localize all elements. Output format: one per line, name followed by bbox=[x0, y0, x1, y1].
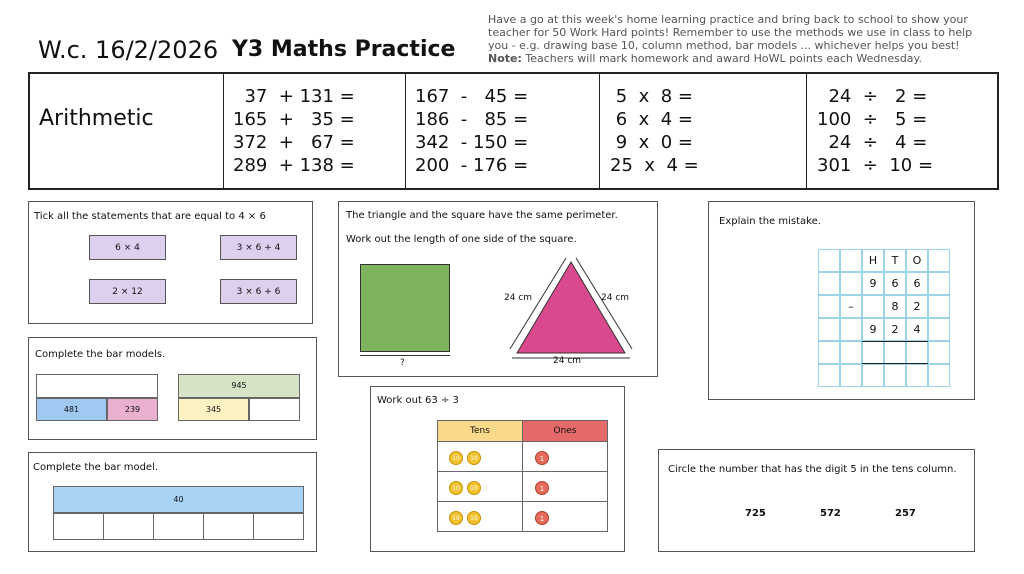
week-commencing: W.c. 16/2/2026 bbox=[38, 36, 219, 64]
square-shape bbox=[360, 264, 450, 352]
note-label: Note: bbox=[488, 52, 522, 65]
grid-cell bbox=[928, 341, 950, 364]
division-card bbox=[370, 386, 625, 552]
question-prompt: Complete the bar model. bbox=[33, 462, 159, 473]
place-value-grid bbox=[818, 249, 950, 387]
grid-cell bbox=[884, 364, 906, 387]
number-option[interactable]: 257 bbox=[895, 508, 916, 519]
number-option[interactable]: 572 bbox=[820, 508, 841, 519]
tens-header: Tens bbox=[437, 420, 523, 442]
question-prompt: Complete the bar models. bbox=[35, 349, 166, 360]
statement-option[interactable]: 2 × 12 bbox=[89, 279, 166, 304]
explain-mistake-card bbox=[708, 201, 975, 400]
grid-cell: 2 bbox=[906, 295, 928, 318]
sum-line: 37 + 131 = bbox=[233, 86, 355, 107]
sum-line: 9 x 0 = bbox=[610, 132, 693, 153]
grid-cell bbox=[928, 249, 950, 272]
grid-cell bbox=[928, 295, 950, 318]
bar-part-blank[interactable] bbox=[103, 513, 154, 540]
sum-line: 25 x 4 = bbox=[610, 155, 699, 176]
question-line: Work out the length of one side of the square. bbox=[346, 234, 577, 245]
bar-part: 481 bbox=[36, 398, 107, 421]
grid-cell bbox=[906, 341, 928, 364]
bar-model-card bbox=[28, 452, 317, 552]
grid-cell bbox=[818, 318, 840, 341]
bar-part-blank[interactable] bbox=[249, 398, 300, 421]
bar-total: 945 bbox=[178, 374, 300, 398]
sum-line: 24 ÷ 4 = bbox=[817, 132, 928, 153]
ten-coin: 10 bbox=[467, 481, 481, 495]
sum-line: 186 - 85 = bbox=[415, 109, 529, 130]
bar-total-blank[interactable] bbox=[36, 374, 158, 398]
triangle-side-label: 24 cm bbox=[504, 293, 533, 303]
sum-line: 5 x 8 = bbox=[610, 86, 693, 107]
answer-line-bottom bbox=[862, 363, 928, 364]
sum-line: 165 + 35 = bbox=[233, 109, 355, 130]
grid-cell bbox=[818, 272, 840, 295]
ones-header: Ones bbox=[522, 420, 608, 442]
triangle-side-label: 24 cm bbox=[601, 293, 630, 303]
grid-cell bbox=[884, 341, 906, 364]
grid-cell: H bbox=[862, 249, 884, 272]
question-prompt: Explain the mistake. bbox=[719, 216, 821, 227]
grid-cell: 4 bbox=[906, 318, 928, 341]
bar-part: 239 bbox=[107, 398, 158, 421]
note-line bbox=[488, 52, 1008, 65]
bar-total: 40 bbox=[53, 486, 304, 513]
grid-cell: 8 bbox=[884, 295, 906, 318]
grid-cell bbox=[818, 364, 840, 387]
bar-part-blank[interactable] bbox=[253, 513, 304, 540]
one-coin: 1 bbox=[535, 511, 549, 525]
triangle-polygon bbox=[517, 262, 625, 353]
one-coin: 1 bbox=[535, 451, 549, 465]
grid-cell bbox=[840, 249, 862, 272]
grid-cell: 9 bbox=[862, 272, 884, 295]
question-line: The triangle and the square have the same perimeter. bbox=[346, 210, 618, 221]
grid-cell: 9 bbox=[862, 318, 884, 341]
grid-cell bbox=[818, 341, 840, 364]
grid-cell: 6 bbox=[906, 272, 928, 295]
grid-cell bbox=[840, 341, 862, 364]
instructions-note bbox=[488, 13, 1008, 65]
sum-line: 24 ÷ 2 = bbox=[817, 86, 928, 107]
grid-cell: 6 bbox=[884, 272, 906, 295]
question-prompt: Circle the number that has the digit 5 in the tens column. bbox=[668, 464, 957, 475]
circle-number-card bbox=[658, 449, 975, 552]
bar-part-blank[interactable] bbox=[203, 513, 254, 540]
sum-line: 301 ÷ 10 = bbox=[817, 155, 934, 176]
ten-coin: 10 bbox=[449, 451, 463, 465]
note-text: Teachers will mark homework and award HoWL points each Wednesday. bbox=[521, 52, 922, 65]
statement-option[interactable]: 3 × 6 + 4 bbox=[220, 235, 297, 260]
ten-coin: 10 bbox=[467, 451, 481, 465]
number-option[interactable]: 725 bbox=[745, 508, 766, 519]
grid-cell: O bbox=[906, 249, 928, 272]
grid-cell bbox=[818, 249, 840, 272]
note-line: Have a go at this week's home learning practice and bring back to school to show your bbox=[488, 13, 968, 26]
grid-cell bbox=[840, 318, 862, 341]
sum-line: 342 - 150 = bbox=[415, 132, 529, 153]
sum-line: 289 + 138 = bbox=[233, 155, 355, 176]
grid-cell bbox=[928, 318, 950, 341]
grid-cell bbox=[840, 364, 862, 387]
multiplication-column bbox=[599, 74, 806, 188]
sum-line: 200 - 176 = bbox=[415, 155, 529, 176]
sum-line: 6 x 4 = bbox=[610, 109, 693, 130]
ten-coin: 10 bbox=[467, 511, 481, 525]
statement-option[interactable]: 3 × 6 + 6 bbox=[220, 279, 297, 304]
grid-cell bbox=[840, 272, 862, 295]
bar-part-blank[interactable] bbox=[53, 513, 104, 540]
grid-cell bbox=[862, 341, 884, 364]
grid-cell: T bbox=[884, 249, 906, 272]
tick-statements-card bbox=[28, 201, 313, 324]
arithmetic-label: Arithmetic bbox=[39, 106, 154, 131]
note-line: you - e.g. drawing base 10, column method, bar models ... whichever helps you best! bbox=[488, 39, 960, 52]
sum-line: 372 + 67 = bbox=[233, 132, 355, 153]
grid-cell bbox=[818, 295, 840, 318]
question-prompt: Work out 63 ÷ 3 bbox=[377, 395, 459, 406]
bar-part-blank[interactable] bbox=[153, 513, 204, 540]
question-prompt: Tick all the statements that are equal to 4 × 6 bbox=[34, 211, 266, 222]
grid-cell: – bbox=[840, 295, 862, 318]
bar-models-card bbox=[28, 337, 317, 440]
sum-line: 167 - 45 = bbox=[415, 86, 529, 107]
division-column bbox=[806, 74, 999, 188]
grid-cell: 2 bbox=[884, 318, 906, 341]
page-title: Y3 Maths Practice bbox=[232, 37, 456, 62]
grid-cell bbox=[928, 272, 950, 295]
triangle-shape bbox=[509, 256, 633, 366]
answer-line-top bbox=[862, 341, 928, 342]
square-measure-line bbox=[360, 355, 450, 356]
square-side-label: ? bbox=[400, 358, 405, 368]
grid-cell bbox=[862, 295, 884, 318]
arithmetic-table bbox=[28, 72, 999, 190]
ten-coin: 10 bbox=[449, 481, 463, 495]
note-line: teacher for 50 Work Hard points! Remember to use the methods we use in class to help bbox=[488, 26, 973, 39]
one-coin: 1 bbox=[535, 481, 549, 495]
statement-option[interactable]: 6 × 4 bbox=[89, 235, 166, 260]
grid-cell bbox=[928, 364, 950, 387]
grid-cell bbox=[906, 364, 928, 387]
triangle-side-label: 24 cm bbox=[553, 356, 582, 366]
subtraction-column bbox=[405, 74, 599, 188]
sum-line: 100 ÷ 5 = bbox=[817, 109, 928, 130]
addition-column bbox=[223, 74, 405, 188]
grid-cell bbox=[862, 364, 884, 387]
ten-coin: 10 bbox=[449, 511, 463, 525]
bar-part: 345 bbox=[178, 398, 249, 421]
perimeter-card bbox=[338, 201, 658, 377]
